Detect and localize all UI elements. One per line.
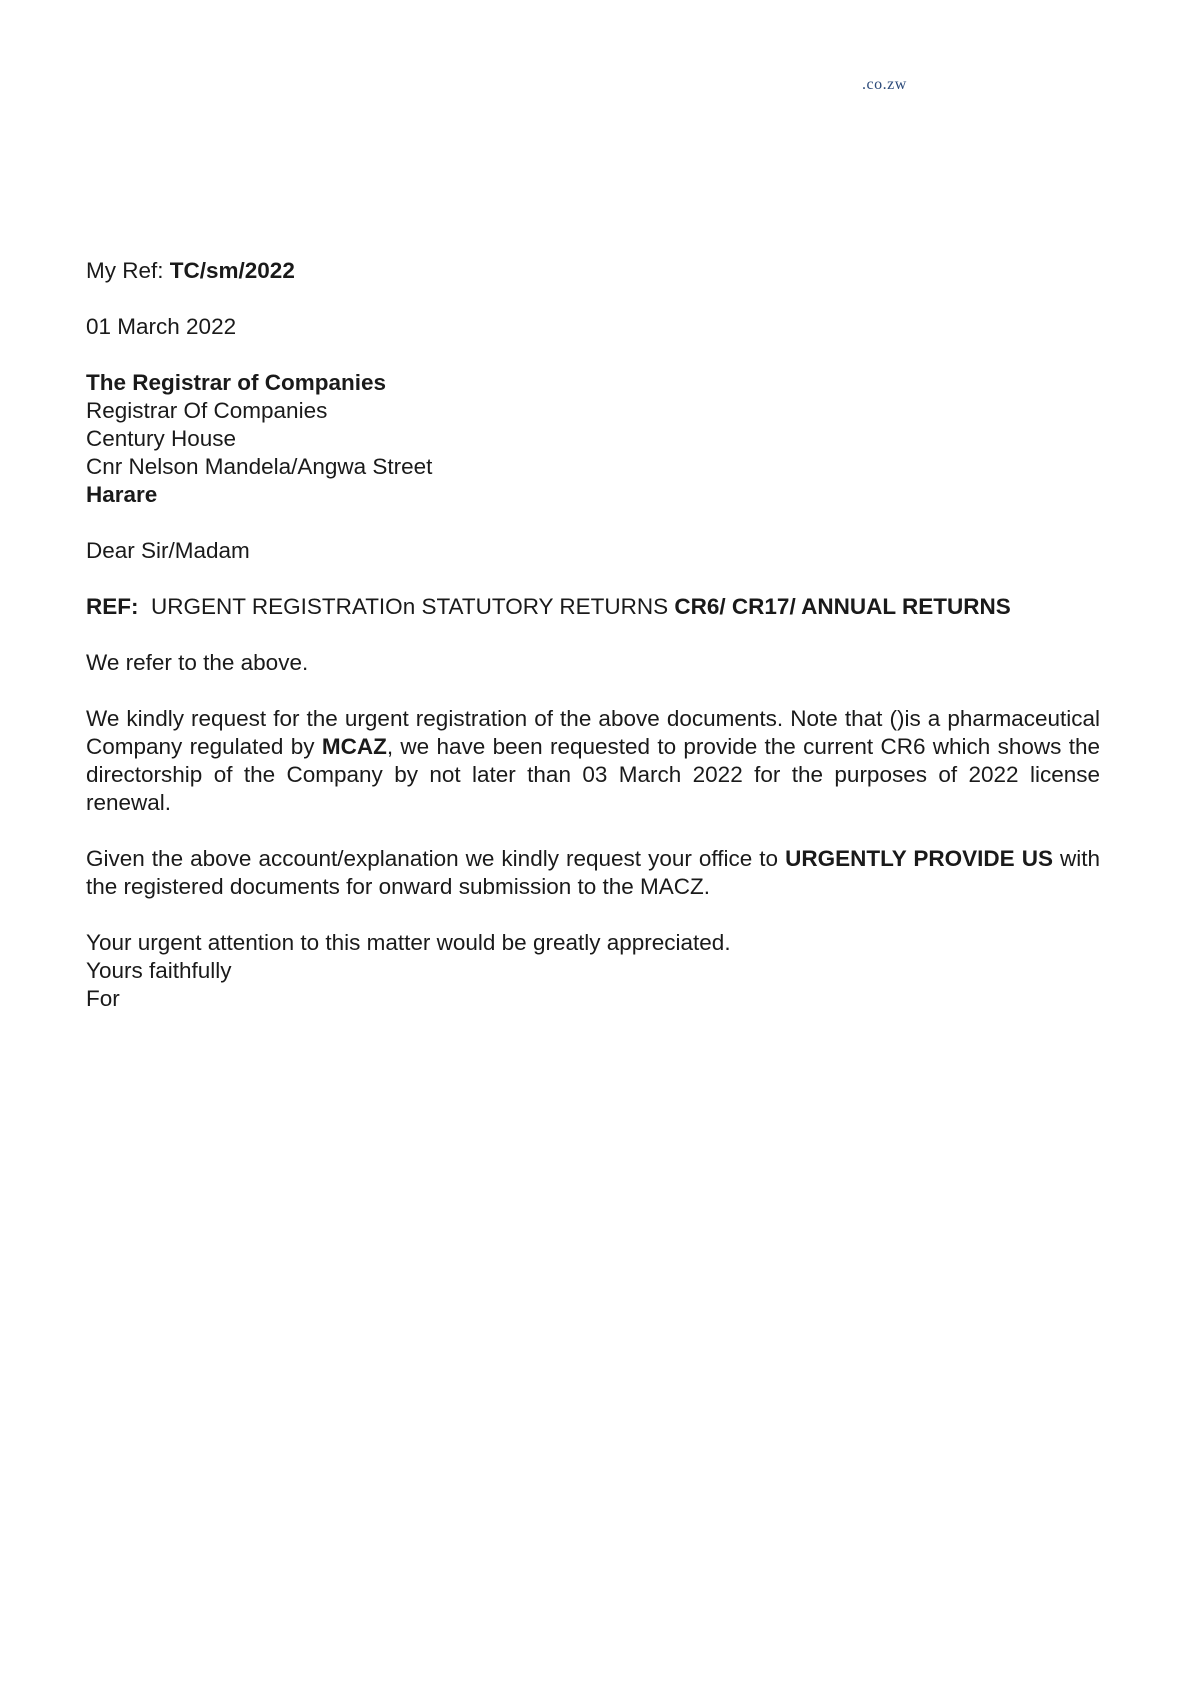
recipient-line-2: Century House — [86, 426, 237, 451]
para2-bold: MCAZ — [321, 734, 387, 759]
salutation: Dear Sir/Madam — [86, 538, 250, 563]
para2-text-start: We kindly request for the urgent registration of the above documents. Note that ()is a pharmaceutical Company regulated by — [86, 706, 1100, 759]
closing-line-3: For — [86, 986, 120, 1011]
subject-label: REF: — [86, 594, 139, 619]
closing-line-2: Yours faithfully — [86, 958, 232, 983]
recipient-line-3: Cnr Nelson Mandela/Angwa Street — [86, 454, 433, 479]
recipient-line-1: Registrar Of Companies — [86, 398, 328, 423]
recipient-title: The Registrar of Companies — [86, 370, 387, 395]
body-paragraph-3 — [86, 845, 1100, 901]
reference-line — [86, 257, 1100, 285]
para3-bold: URGENTLY PROVIDE US — [785, 846, 1053, 871]
recipient-city: Harare — [86, 482, 158, 507]
reference-value: TC/sm/2022 — [169, 258, 295, 283]
subject-line — [86, 593, 1100, 621]
header-domain: .co.zw — [862, 76, 907, 93]
subject-text: URGENT REGISTRATIOn STATUTORY RETURNS — [138, 594, 675, 619]
closing-block — [86, 929, 1100, 1013]
reference-label: My Ref: — [86, 258, 170, 283]
para3-text-start: Given the above account/explanation we kindly request your office to — [86, 846, 786, 871]
para2-text-end: , we have been requested to provide the current CR6 which shows the directorship of the Company by not later than 03 March 2022 for the purposes of 2022 license renewal. — [86, 734, 1101, 815]
body-paragraph-2 — [86, 705, 1100, 817]
closing-line-1: Your urgent attention to this matter would be greatly appreciated. — [86, 930, 731, 955]
body-paragraph-1: We refer to the above. — [86, 650, 309, 675]
para3-text-end: with the registered documents for onward submission to the MACZ. — [86, 846, 1100, 899]
subject-bold-text: CR6/ CR17/ ANNUAL RETURNS — [674, 594, 1011, 619]
letter-body — [86, 257, 1100, 1041]
recipient-address — [86, 369, 1100, 509]
letter-date: 01 March 2022 — [86, 314, 237, 339]
